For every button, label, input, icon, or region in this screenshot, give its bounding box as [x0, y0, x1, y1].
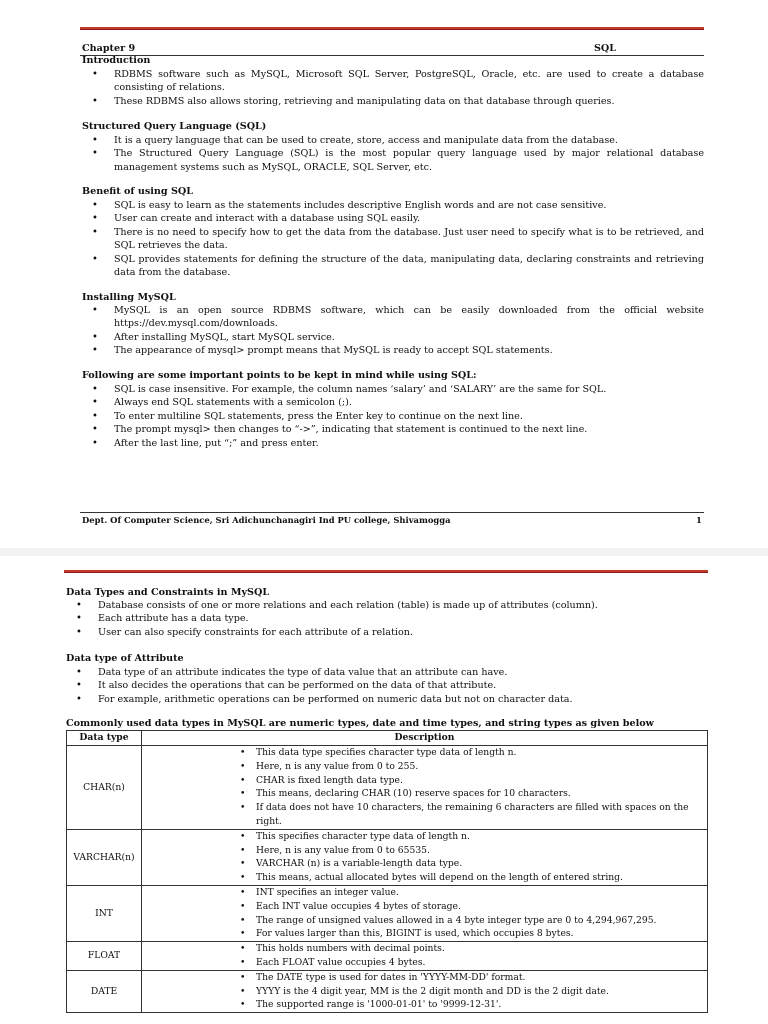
- type-cell: VARCHAR(n): [67, 829, 142, 885]
- list-item: • CHAR is fixed length data type.: [256, 774, 707, 788]
- bullet-list: [114, 134, 704, 174]
- list-item: • To enter multiline SQL statements, press the Enter key to continue on the next line.: [114, 410, 704, 423]
- type-cell: DATE: [67, 970, 142, 1012]
- list-item: • These RDBMS also allows storing, retrieving and manipulating data on that database through queries.: [114, 95, 704, 108]
- table-row: [67, 829, 708, 885]
- list-item: • Here, n is any value from 0 to 65535.: [256, 844, 707, 858]
- section-heading: Data Types and Constraints in MySQL: [66, 587, 270, 598]
- bullet-list: [114, 304, 704, 358]
- list-item: • SQL provides statements for defining the structure of the data, manipulating data, declaring constraints and retrieving data from the database.: [114, 253, 704, 280]
- table-header-row: [67, 731, 708, 746]
- list-item: • After the last line, put “;” and press enter.: [114, 437, 704, 450]
- list-item: • SQL is easy to learn as the statements includes descriptive English words and are not case sensitive.: [114, 199, 704, 212]
- description-cell: [142, 829, 708, 885]
- list-item: • SQL is case insensitive. For example, the column names ‘salary’ and ‘SALARY’ are the same for SQL.: [114, 383, 704, 396]
- list-item: • RDBMS software such as MySQL, Microsoft SQL Server, PostgreSQL, Oracle, etc. are used to create a database consisting of relations.: [114, 68, 704, 95]
- list-item: • User can also specify constraints for each attribute of a relation.: [98, 626, 708, 639]
- footer-text: Dept. Of Computer Science, Sri Adichunchanagiri Ind PU college, Shivamogga: [82, 515, 451, 525]
- bullet-list: [98, 666, 708, 706]
- list-item: • This data type specifies character type data of length n.: [256, 746, 707, 760]
- description-cell: [142, 885, 708, 941]
- list-item: • INT specifies an integer value.: [256, 886, 707, 900]
- list-item: • MySQL is an open source RDBMS software, which can be easily downloaded from the official website https://dev.mysql.com/downloads.: [114, 304, 704, 331]
- list-item: • User can create and interact with a database using SQL easily.: [114, 212, 704, 225]
- bullet-list: [114, 383, 704, 450]
- section-heading: Benefit of using SQL: [82, 186, 193, 197]
- list-item: • The supported range is '1000-01-01' to '9999-12-31'.: [256, 998, 707, 1012]
- list-item: • VARCHAR (n) is a variable-length data type.: [256, 857, 707, 871]
- header-underline: [80, 55, 704, 56]
- list-item: • It also decides the operations that can be performed on the data of that attribute.: [98, 679, 708, 692]
- section-heading: Data type of Attribute: [66, 653, 184, 664]
- list-item: • Data type of an attribute indicates the type of data value that an attribute can have.: [98, 666, 708, 679]
- header-rule: [80, 27, 704, 30]
- list-item: • Here, n is any value from 0 to 255.: [256, 760, 707, 774]
- list-item: • If data does not have 10 characters, the remaining 6 characters are filled with spaces on the right.: [256, 801, 707, 829]
- subject-label: SQL: [594, 43, 617, 54]
- bullet-list: [98, 599, 708, 639]
- list-item: • This specifies character type data of length n.: [256, 830, 707, 844]
- description-cell: [142, 746, 708, 830]
- table-row: [67, 746, 708, 830]
- section-heading: Structured Query Language (SQL): [82, 121, 267, 132]
- list-item: • For values larger than this, BIGINT is used, which occupies 8 bytes.: [256, 927, 707, 941]
- list-item: • It is a query language that can be used to create, store, access and manipulate data from the database.: [114, 134, 704, 147]
- page-2: [0, 556, 768, 1024]
- list-item: • There is no need to specify how to get the data from the database. Just user need to specify what is to be retrieved, and SQL retrieves the data.: [114, 226, 704, 253]
- data-types-table: [66, 730, 708, 1013]
- chapter-label: Chapter 9: [82, 43, 136, 54]
- description-cell: [142, 970, 708, 1012]
- bullet-list: [114, 68, 704, 108]
- list-item: • Always end SQL statements with a semicolon (;).: [114, 396, 704, 409]
- table-row: [67, 942, 708, 971]
- list-item: • The DATE type is used for dates in 'YYYY-MM-DD' format.: [256, 971, 707, 985]
- description-cell: [142, 942, 708, 971]
- list-item: • This means, declaring CHAR (10) reserve spaces for 10 characters.: [256, 787, 707, 801]
- list-item: • YYYY is the 4 digit year, MM is the 2 digit month and DD is the 2 digit date.: [256, 985, 707, 999]
- column-header: Data type: [67, 731, 142, 746]
- bullet-list: [114, 199, 704, 279]
- list-item: • This means, actual allocated bytes will depend on the length of entered string.: [256, 871, 707, 885]
- table-row: [67, 970, 708, 1012]
- type-cell: FLOAT: [67, 942, 142, 971]
- type-cell: INT: [67, 885, 142, 941]
- section-heading: Introduction: [82, 55, 151, 66]
- column-header: Description: [142, 731, 708, 746]
- page-number: 1: [696, 515, 702, 525]
- list-item: • After installing MySQL, start MySQL service.: [114, 331, 704, 344]
- list-item: • The Structured Query Language (SQL) is the most popular query language used by major relational database management systems such as MySQL, ORACLE, SQL Server, etc.: [114, 147, 704, 174]
- list-item: • The prompt mysql> then changes to “->”, indicating that statement is continued to the next line.: [114, 423, 704, 436]
- section-heading: Following are some important points to be kept in mind while using SQL:: [82, 370, 477, 381]
- section-heading: Installing MySQL: [82, 292, 176, 303]
- header-rule: [64, 570, 708, 573]
- table-caption: Commonly used data types in MySQL are numeric types, date and time types, and string types as given below: [66, 718, 654, 729]
- list-item: • This holds numbers with decimal points.: [256, 942, 707, 956]
- list-item: • The appearance of mysql> prompt means that MySQL is ready to accept SQL statements.: [114, 344, 704, 357]
- table-row: [67, 885, 708, 941]
- list-item: • Each attribute has a data type.: [98, 612, 708, 625]
- type-cell: CHAR(n): [67, 746, 142, 830]
- list-item: • Database consists of one or more relations and each relation (table) is made up of attributes (column).: [98, 599, 708, 612]
- list-item: • For example, arithmetic operations can be performed on numeric data but not on character data.: [98, 693, 708, 706]
- list-item: • Each INT value occupies 4 bytes of storage.: [256, 900, 707, 914]
- list-item: • Each FLOAT value occupies 4 bytes.: [256, 956, 707, 970]
- list-item: • The range of unsigned values allowed in a 4 byte integer type are 0 to 4,294,967,295.: [256, 914, 707, 928]
- footer-rule: [80, 512, 704, 513]
